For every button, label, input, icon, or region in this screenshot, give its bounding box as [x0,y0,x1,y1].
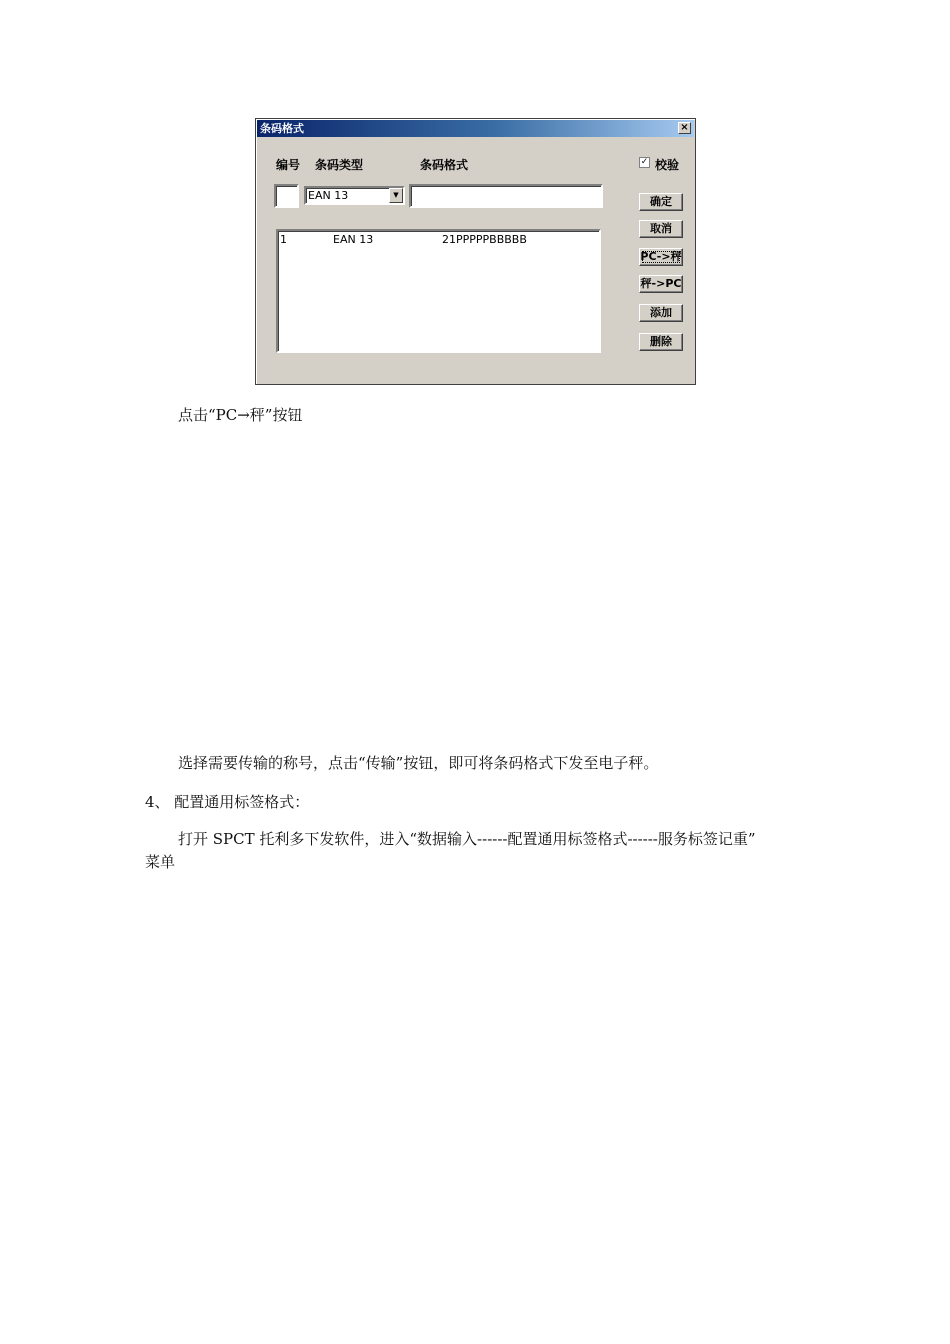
chevron-down-icon[interactable]: ▼ [389,188,403,203]
checkbox-check-icon: ✓ [640,157,649,167]
barcode-format-list[interactable] [276,229,601,353]
number-input[interactable] [274,184,299,208]
list-item-format: 21PPPPPBBBBB [442,233,527,246]
verify-checkbox[interactable] [639,157,650,168]
cancel-button[interactable]: 取消 [639,220,683,238]
verify-checkbox-label: 校验 [655,158,680,172]
close-button[interactable]: × [678,122,691,134]
column-label-type: 条码类型 [315,158,364,172]
dialog-title: 条码格式 [260,122,304,135]
delete-button[interactable]: 删除 [639,333,683,351]
barcode-type-value: EAN 13 [308,189,349,202]
scale-to-pc-button[interactable]: 秤->PC [639,275,683,293]
paragraph-instructions-line1: 打开 SPCT 托利多下发软件，进入“数据输入------配置通用标签格式------服务标签记重” [178,830,756,848]
dialog-titlebar [257,120,694,137]
column-label-number: 编号 [276,158,301,172]
figure-caption: 点击“PC→秤”按钮 [178,406,303,424]
list-item-type: EAN 13 [333,233,374,246]
column-label-format: 条码格式 [420,158,469,172]
paragraph-transmit: 选择需要传输的称号，点击“传输”按钮，即可将条码格式下发至电子秤。 [178,754,659,772]
barcode-type-select[interactable] [304,186,405,205]
ok-button[interactable]: 确定 [639,193,683,211]
paragraph-instructions-line2: 菜单 [145,853,176,871]
barcode-format-dialog [255,118,696,385]
add-button[interactable]: 添加 [639,304,683,322]
pc-to-scale-button[interactable]: PC->秤 [639,248,683,266]
list-item-number: 1 [280,233,287,246]
section-heading: 4、 配置通用标签格式： [145,793,310,811]
barcode-format-input[interactable] [409,184,603,208]
